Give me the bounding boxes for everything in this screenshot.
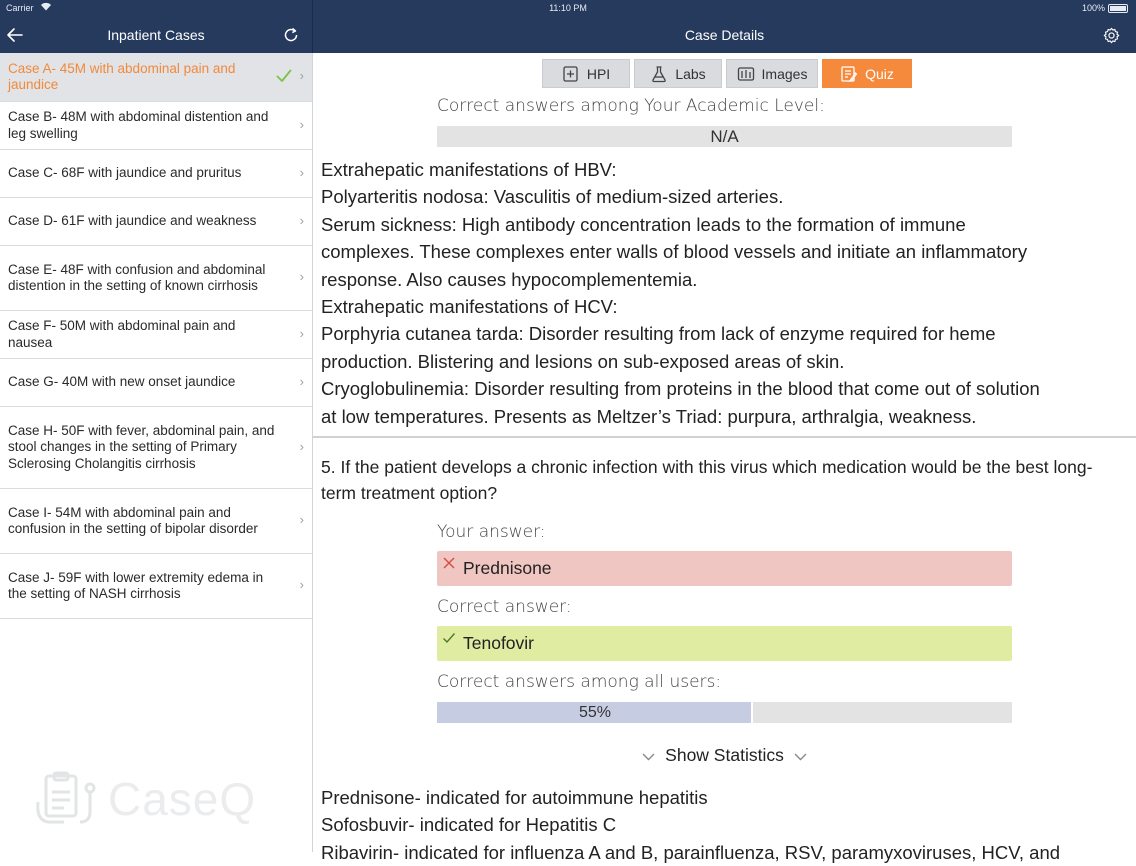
chevron-right-icon: › <box>299 164 304 180</box>
case-item-c[interactable] <box>0 150 312 198</box>
case-item-b[interactable] <box>0 102 312 150</box>
correct-answer-text: Tenofovir <box>463 633 535 653</box>
carrier-label: Carrier <box>6 3 34 13</box>
battery-indicator <box>1082 3 1128 13</box>
case-label: Case C- 68F with jaundice and pruritus <box>8 165 242 181</box>
show-statistics-button[interactable] <box>313 745 1136 766</box>
explanation-line: Ribavirin- indicated for influenza A and B, parainfluenza, RSV, paramyxoviruses, HCV, and <box>321 841 1061 863</box>
tab-images[interactable] <box>726 59 818 88</box>
case-label: Case I- 54M with abdominal pain and confusion in the setting of bipolar disorder <box>8 504 258 536</box>
chevron-right-icon: › <box>299 373 304 389</box>
sidebar-title: Inpatient Cases <box>107 27 205 43</box>
checkmark-icon <box>276 69 292 88</box>
caseq-logo-icon <box>34 772 102 826</box>
case-item-g[interactable] <box>0 359 312 407</box>
chevron-right-icon: › <box>299 512 304 527</box>
explanation-line: Serum sickness: High antibody concentration leads to the formation of immune <box>321 213 966 235</box>
case-list-sidebar <box>0 53 312 852</box>
all-users-percent: 55% <box>578 703 612 721</box>
explanation-line: Prednisone- indicated for autoimmune hepatitis <box>321 787 708 808</box>
case-list <box>0 53 312 619</box>
question-text: 5. If the patient develops a chronic infection with this virus which medication would be the best long-term treatment option? <box>321 457 1093 503</box>
case-label: Case E- 48F with confusion and abdominal distention in the setting of known cirrhosis <box>8 261 266 293</box>
explanation-line: Extrahepatic manifestations of HCV: <box>321 296 618 318</box>
correct-answer-label: Correct answer: <box>437 597 572 617</box>
chevron-down-icon <box>794 748 807 764</box>
cross-icon <box>442 554 456 575</box>
answer-explanation-text <box>321 784 1133 866</box>
case-label: Case A- 45M with abdominal pain and jaundice <box>8 60 236 92</box>
case-item-d[interactable] <box>0 198 312 246</box>
academic-level-bar <box>437 126 1012 147</box>
academic-level-label: Correct answers among Your Academic Level: <box>437 96 825 116</box>
explanation-line: at low temperatures. Presents as Meltzer’s Triad: purpura, arthralgia, weakness. <box>321 405 977 427</box>
all-users-bar <box>437 702 1012 723</box>
your-answer-box <box>437 551 1012 586</box>
gear-icon <box>1103 27 1120 44</box>
sidebar-navbar <box>0 17 312 53</box>
your-answer-label: Your answer: <box>437 522 546 542</box>
explanation-line: Polyarteritis nodosa: Vasculitis of medium-sized arteries. <box>321 186 784 208</box>
chevron-right-icon: › <box>299 68 304 83</box>
explanation-line: Porphyria cutanea tarda: Disorder resulting from lack of enzyme required for heme <box>321 323 996 345</box>
battery-icon <box>1108 4 1128 13</box>
explanation-line: Sofosbuvir- indicated for Hepatitis C <box>321 814 617 836</box>
all-users-label: Correct answers among all users: <box>437 672 722 692</box>
tab-hpi-label: HPI <box>586 65 611 82</box>
tab-labs-label: Labs <box>675 65 706 82</box>
tab-labs[interactable] <box>634 59 722 88</box>
chevron-right-icon: › <box>299 325 304 341</box>
tab-quiz-label: Quiz <box>865 65 894 82</box>
tab-images-label: Images <box>761 65 808 82</box>
chevron-down-icon <box>642 748 655 764</box>
main-navbar <box>313 17 1136 53</box>
caseq-watermark <box>34 772 256 826</box>
case-details-pane <box>313 53 1136 863</box>
explanation-text <box>321 156 1133 430</box>
case-label: Case F- 50M with abdominal pain and nausea <box>8 318 236 350</box>
case-label: Case D- 61F with jaundice and weakness <box>8 213 257 229</box>
refresh-icon <box>283 27 299 43</box>
question-separator <box>313 436 1136 438</box>
quiz-icon <box>840 65 858 83</box>
case-label: Case J- 59F with lower extremity edema in the setting of NASH cirrhosis <box>8 569 264 601</box>
show-statistics-label: Show Statistics <box>665 745 784 765</box>
chevron-right-icon: › <box>299 212 304 228</box>
battery-percent: 100% <box>1081 3 1105 13</box>
your-answer-text: Prednisone <box>463 558 552 578</box>
tab-hpi[interactable] <box>542 59 630 88</box>
explanation-line: complexes. These complexes enter walls of blood vessels and initiate an inflammatory <box>321 241 1028 263</box>
checkmark-icon <box>442 629 456 650</box>
clock: 11:10 PM <box>549 3 587 13</box>
case-item-i[interactable] <box>0 489 312 554</box>
flask-icon <box>650 65 668 83</box>
chevron-right-icon: › <box>299 116 304 132</box>
settings-button[interactable] <box>1100 24 1122 46</box>
case-item-a[interactable] <box>0 53 312 102</box>
explanation-line: Extrahepatic manifestations of HBV: <box>321 159 617 180</box>
case-tabs <box>542 59 912 88</box>
case-item-e[interactable] <box>0 246 312 311</box>
status-bar <box>0 0 1136 17</box>
case-label: Case G- 40M with new onset jaundice <box>8 374 236 390</box>
chevron-right-icon: › <box>299 438 304 454</box>
explanation-line: production. Blistering and lesions on sub-exposed areas of skin. <box>321 350 845 372</box>
main-title: Case Details <box>684 27 765 43</box>
explanation-line: response. Also causes hypocomplementemia. <box>321 268 698 290</box>
case-label: Case B- 48M with abdominal distention and leg swelling <box>8 109 269 141</box>
case-label: Case H- 50F with fever, abdominal pain, and stool changes in the setting of Primary Sclerosing Cholangitis cirrhosis <box>8 422 275 471</box>
hpi-icon <box>562 65 580 83</box>
correct-answer-box <box>437 626 1012 661</box>
tab-quiz[interactable] <box>822 59 912 88</box>
case-item-f[interactable] <box>0 311 312 359</box>
chevron-right-icon: › <box>299 577 304 592</box>
watermark-text: CaseQ <box>108 773 257 825</box>
images-icon <box>737 65 755 83</box>
academic-level-value: N/A <box>710 126 739 146</box>
explanation-line: Cryoglobulinemia: Disorder resulting from proteins in the blood that come out of solution <box>321 378 1040 400</box>
refresh-button[interactable] <box>280 24 302 46</box>
chevron-right-icon: › <box>299 269 304 284</box>
case-item-j[interactable] <box>0 554 312 619</box>
case-item-h[interactable] <box>0 407 312 489</box>
